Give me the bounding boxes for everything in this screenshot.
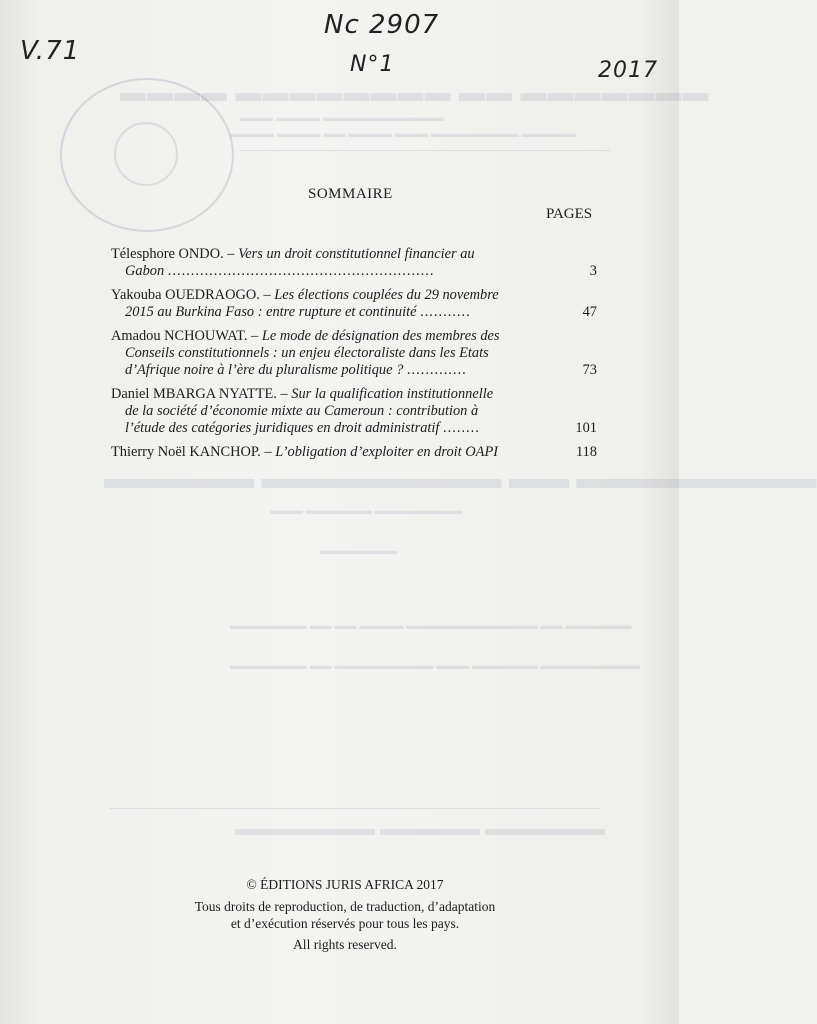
toc-author: Amadou NCHOUWAT. <box>111 328 248 344</box>
rights-line-2: et d’exécution réservés pour tous les pays. <box>230 916 460 931</box>
toc-author: Daniel MBARGA NYATTE. <box>111 386 277 402</box>
ghost-bleed-line: ▬▬▬ ▬▬▬▬▬▬ ▬▬▬▬▬▬▬▬ <box>270 505 463 517</box>
toc-page-number: 47 <box>582 304 597 320</box>
toc-title-cont: de la société d’économie mixte au Cameroun : contribution à <box>125 403 479 419</box>
toc-page-number: 101 <box>575 420 597 436</box>
toc-entry: Thierry Noël KANCHOP. – L’obligation d’exploiter en droit OAPI 118 <box>111 444 597 460</box>
toc-title-cont: d’Afrique noire à l’ère du pluralisme politique ? <box>125 362 404 378</box>
toc-title: Sur la qualification institutionnelle <box>291 386 494 402</box>
toc-page-number: 118 <box>575 444 597 460</box>
copyright-notice: © ÉDITIONS JURIS AFRICA 2017 <box>246 877 444 892</box>
ghost-bleed-rule <box>240 150 610 151</box>
toc-title-cont: Gabon <box>125 263 165 279</box>
toc-entry: Télesphore ONDO. – Vers un droit constitutionnel financier au Gabon .......................................................... 3 <box>111 246 597 279</box>
summary-title: SOMMAIRE <box>308 186 393 202</box>
ghost-bleed-line: ▬▬▬▬▬▬▬ ▬▬ ▬▬ ▬▬▬▬ ▬▬▬▬▬▬▬▬▬▬▬▬ ▬▬ ▬▬▬▬▬▬ <box>230 620 632 632</box>
handwritten-catalog-number: Nc 2907 <box>324 10 440 40</box>
rights-english: All rights reserved. <box>293 937 397 952</box>
toc-title: L’obligation d’exploiter en droit OAPI <box>275 444 499 460</box>
toc-entry: Yakouba OUEDRAOGO. – Les élections couplées du 29 novembre 2015 au Burkina Faso : entre rupture et continuité ........... 47 <box>111 287 597 320</box>
ghost-bleed-header: ▬▬▬▬▬▬▬ ▬▬▬▬▬ ▬▬▬▬▬▬ <box>235 818 605 840</box>
ghost-bleed-header: ▬▬▬▬ ▬▬▬▬▬▬▬▬ ▬▬ ▬▬▬▬▬▬▬ <box>120 78 710 107</box>
ghost-bleed-header: ▬▬▬▬▬ ▬▬▬▬▬▬▬▬ ▬▬ ▬▬▬▬▬▬▬▬ <box>104 462 817 495</box>
handwritten-issue-number: N°1 <box>350 52 395 77</box>
toc-author: Yakouba OUEDRAOGO. <box>111 287 260 303</box>
ghost-bleed-rule <box>110 808 600 809</box>
toc-title: Vers un droit constitutionnel financier au <box>238 246 475 262</box>
toc-author: Télesphore ONDO. <box>111 246 224 262</box>
toc-title: Le mode de désignation des membres des <box>261 328 500 344</box>
ghost-bleed-line: ▬▬▬▬ ▬▬▬▬ ▬▬ ▬▬▬▬ ▬▬▬ ▬▬▬▬▬▬▬▬ ▬▬▬▬▬ <box>230 128 577 140</box>
toc-title: Les élections couplées du 29 novembre <box>274 287 499 303</box>
toc-page-number: 3 <box>589 263 597 279</box>
handwritten-year: 2017 <box>598 58 658 83</box>
toc-title-cont: Conseils constitutionnels : un enjeu électoraliste dans les Etats <box>125 345 489 361</box>
handwritten-volume: V.71 <box>20 36 81 66</box>
table-of-contents <box>111 246 599 468</box>
ghost-bleed-line: ▬▬▬▬▬▬▬ ▬▬ ▬▬▬▬▬▬▬▬▬ ▬▬▬ ▬▬▬▬▬▬ ▬▬▬▬▬▬▬▬▬ <box>230 660 640 672</box>
toc-entry: Amadou NCHOUWAT. – Le mode de désignation des membres des Conseils constitutionnels : un enjeu électoraliste dans les Etats d’Afrique noire à l’ère du pluralisme politique ? ............. 73 <box>111 328 597 378</box>
toc-title-cont: l’étude des catégories juridiques en droit administratif <box>125 420 440 436</box>
toc-page-number: 73 <box>582 362 597 378</box>
toc-author: Thierry Noël KANCHOP. <box>111 444 261 460</box>
rights-line-1: Tous droits de reproduction, de traduction, d’adaptation <box>194 899 496 914</box>
toc-title-cont: 2015 au Burkina Faso : entre rupture et continuité <box>125 304 417 320</box>
ghost-bleed-line: ▬▬▬ ▬▬▬▬ ▬▬▬▬▬▬▬▬▬▬▬ <box>240 112 444 124</box>
pages-column-header: PAGES <box>546 206 593 222</box>
toc-entry: Daniel MBARGA NYATTE. – Sur la qualification institutionnelle de la société d’économie mixte au Cameroun : contribution à l’étude des catégories juridiques en droit administratif ........ 101 <box>111 386 597 436</box>
ghost-bleed-line: ▬▬▬▬▬▬▬ <box>320 545 397 557</box>
